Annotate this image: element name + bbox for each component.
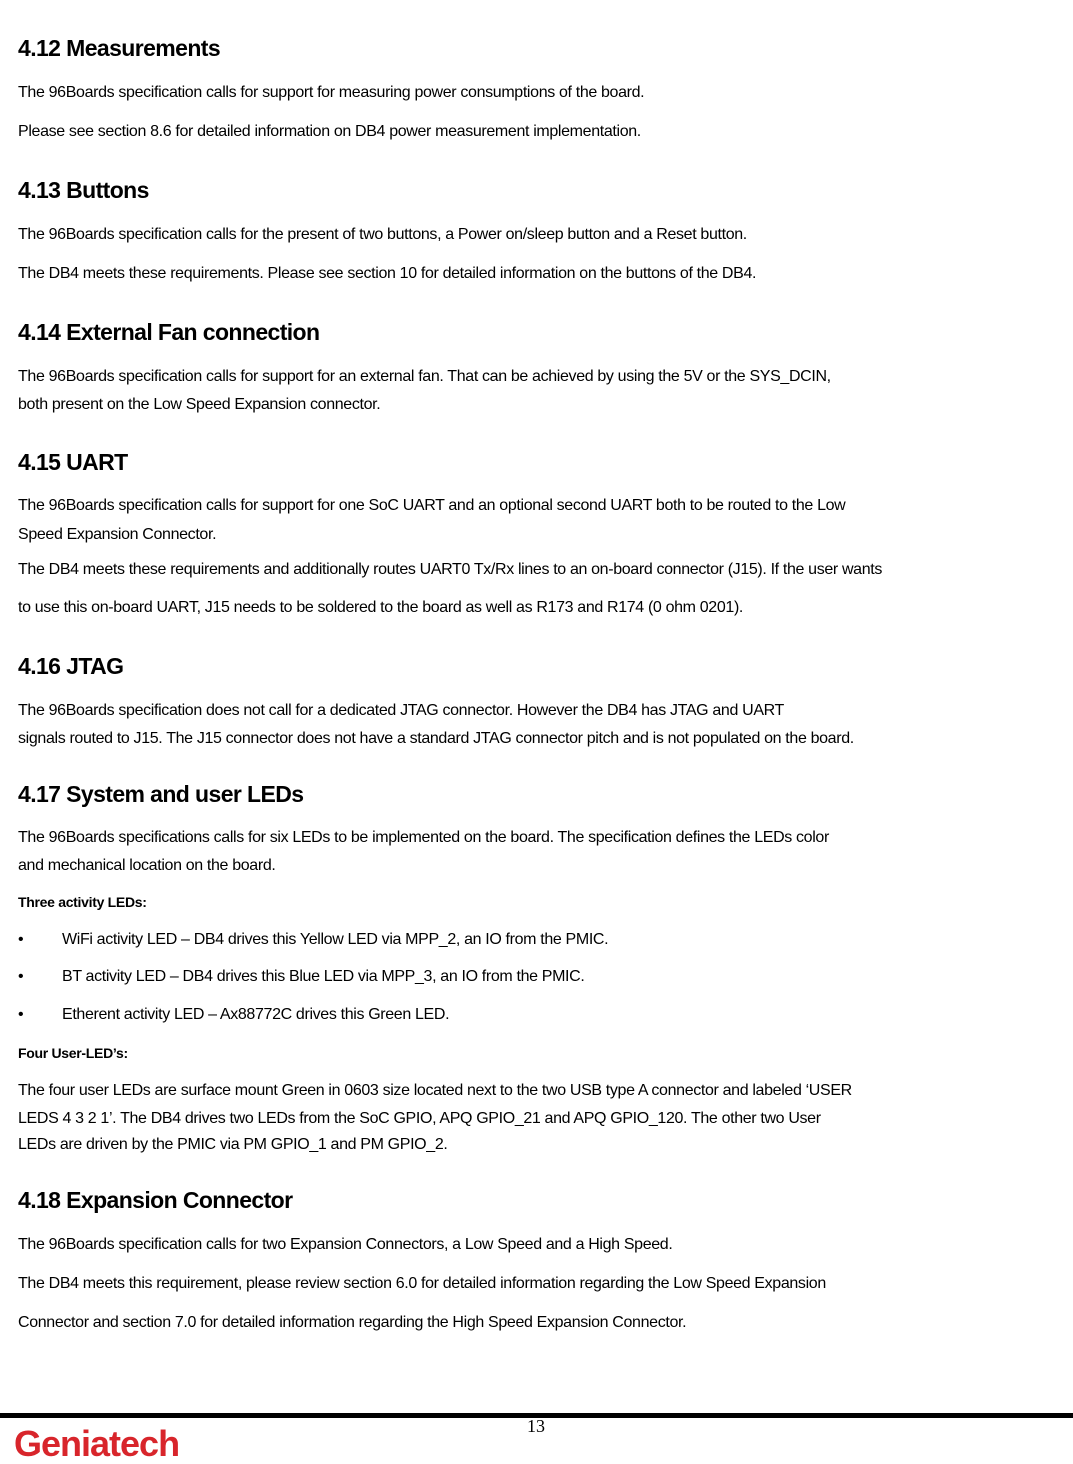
uart-line-3: The DB4 meets these requirements and additionally routes UART0 Tx/Rx lines to an on-board connector (J15). If the user wants xyxy=(18,561,883,578)
section-heading-external-fan: 4.14 External Fan connection xyxy=(18,319,320,345)
buttons-line-2: The DB4 meets these requirements. Please see section 10 for detailed information on the buttons of the DB4. xyxy=(18,265,757,282)
jtag-line-2: signals routed to J15. The J15 connector does not have a standard JTAG connector pitch and is not populated on the board. xyxy=(18,730,854,747)
section-heading-buttons: 4.13 Buttons xyxy=(18,177,149,203)
section-heading-jtag: 4.16 JTAG xyxy=(18,653,124,679)
list-item xyxy=(18,1005,449,1025)
external-fan-line-1: The 96Boards specification calls for support for an external fan. That can be achieved by using the 5V or the SYS_DCIN, xyxy=(18,368,831,385)
section-heading-expansion-connector: 4.18 Expansion Connector xyxy=(18,1187,293,1213)
bullet-marker: • xyxy=(18,931,24,948)
page-number: 13 xyxy=(527,1416,545,1436)
user-leds-line-1: The four user LEDs are surface mount Green in 0603 size located next to the two USB type A connector and labeled ‘USER xyxy=(18,1082,852,1099)
jtag-line-1: The 96Boards specification does not call for a dedicated JTAG connector. However the DB4 has JTAG and UART xyxy=(18,702,784,719)
bullet-marker: • xyxy=(18,968,24,985)
user-leds-line-3: LEDs are driven by the PMIC via PM GPIO_1 and PM GPIO_2. xyxy=(18,1136,448,1153)
uart-line-1: The 96Boards specification calls for support for one SoC UART and an optional second UART both to be routed to the Low xyxy=(18,497,846,514)
list-item-text: BT activity LED – DB4 drives this Blue LED via MPP_3, an IO from the PMIC. xyxy=(62,968,585,985)
leds-line-2: and mechanical location on the board. xyxy=(18,857,276,874)
uart-line-4: to use this on-board UART, J15 needs to be soldered to the board as well as R173 and R174 (0 ohm 0201). xyxy=(18,599,744,616)
external-fan-line-2: both present on the Low Speed Expansion connector. xyxy=(18,396,381,413)
leds-line-1: The 96Boards specifications calls for six LEDs to be implemented on the board. The specification defines the LEDs color xyxy=(18,829,829,846)
section-heading-measurements: 4.12 Measurements xyxy=(18,35,221,61)
measurements-line-1: The 96Boards specification calls for support for measuring power consumptions of the board. xyxy=(18,84,645,101)
bullet-marker: • xyxy=(18,1006,24,1023)
expansion-line-3: Connector and section 7.0 for detailed information regarding the High Speed Expansion Connector. xyxy=(18,1314,687,1331)
list-item-text: WiFi activity LED – DB4 drives this Yellow LED via MPP_2, an IO from the PMIC. xyxy=(62,931,609,948)
list-item xyxy=(18,967,584,987)
list-item-text: Etherent activity LED – Ax88772C drives this Green LED. xyxy=(62,1006,450,1023)
list-item xyxy=(18,930,608,950)
measurements-line-2: Please see section 8.6 for detailed information on DB4 power measurement implementation. xyxy=(18,123,641,140)
user-leds-line-2: LEDS 4 3 2 1’. The DB4 drives two LEDs from the SoC GPIO, APQ GPIO_21 and APQ GPIO_120. The other two User xyxy=(18,1110,821,1127)
section-heading-uart: 4.15 UART xyxy=(18,449,128,475)
uart-line-2: Speed Expansion Connector. xyxy=(18,526,217,543)
expansion-line-1: The 96Boards specification calls for two Expansion Connectors, a Low Speed and a High Speed. xyxy=(18,1236,673,1253)
user-leds-title: Four User-LED’s: xyxy=(18,1045,128,1061)
section-heading-leds: 4.17 System and user LEDs xyxy=(18,781,304,807)
expansion-line-2: The DB4 meets this requirement, please review section 6.0 for detailed information regarding the Low Speed Expansion xyxy=(18,1275,826,1292)
activity-leds-title: Three activity LEDs: xyxy=(18,894,147,910)
geniatech-logo: Geniatech xyxy=(14,1423,180,1464)
buttons-line-1: The 96Boards specification calls for the present of two buttons, a Power on/sleep button and a Reset button. xyxy=(18,226,747,243)
